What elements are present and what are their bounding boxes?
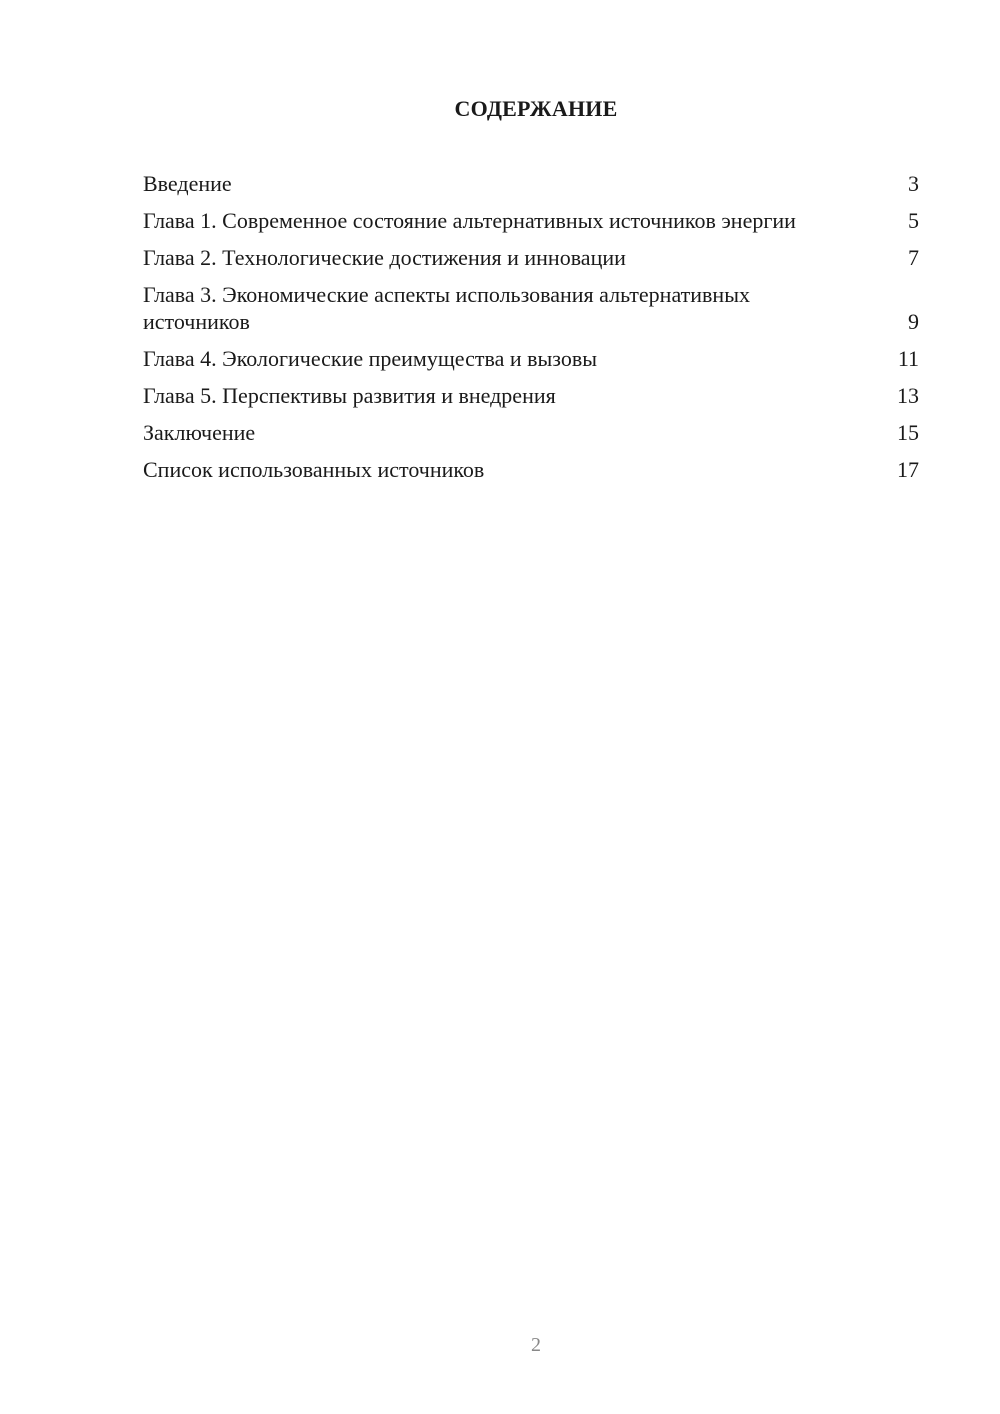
toc-entry-introduction [143, 170, 919, 197]
toc-entry-text: Список использованных источников [143, 457, 485, 482]
toc-entry-chapter-2 [143, 244, 919, 271]
toc-entry-text: Глава 1. Современное состояние альтернативных источников энергии [143, 208, 796, 233]
toc-entry-text: Заключение [143, 420, 256, 445]
toc-entry-page: 11 [897, 346, 919, 371]
toc-entry-text: Глава 2. Технологические достижения и инновации [143, 245, 626, 270]
page-title: СОДЕРЖАНИЕ [454, 96, 618, 121]
page-number: 2 [531, 1334, 541, 1356]
toc-entry-page: 15 [897, 420, 919, 445]
table-of-contents [143, 170, 919, 493]
toc-entry-page: 9 [908, 309, 919, 334]
toc-entry-text: Введение [143, 171, 232, 196]
toc-entry-page: 17 [897, 457, 919, 482]
toc-entry-chapter-4 [143, 345, 919, 372]
toc-entry-chapter-3 [143, 281, 919, 335]
toc-entry-chapter-1 [143, 207, 919, 234]
toc-entry-chapter-5 [143, 382, 919, 409]
toc-entry-text: Глава 4. Экологические преимущества и вызовы [143, 346, 598, 371]
toc-entry-text: Глава 3. Экономические аспекты использования альтернативных источников [143, 282, 750, 334]
toc-entry-text: Глава 5. Перспективы развития и внедрения [143, 383, 556, 408]
toc-entry-page: 7 [908, 245, 919, 270]
toc-entry-page: 5 [908, 208, 919, 233]
toc-entry-page: 3 [908, 171, 919, 196]
toc-entry-conclusion [143, 419, 919, 446]
toc-entry-references [143, 456, 919, 483]
toc-entry-page: 13 [897, 383, 919, 408]
